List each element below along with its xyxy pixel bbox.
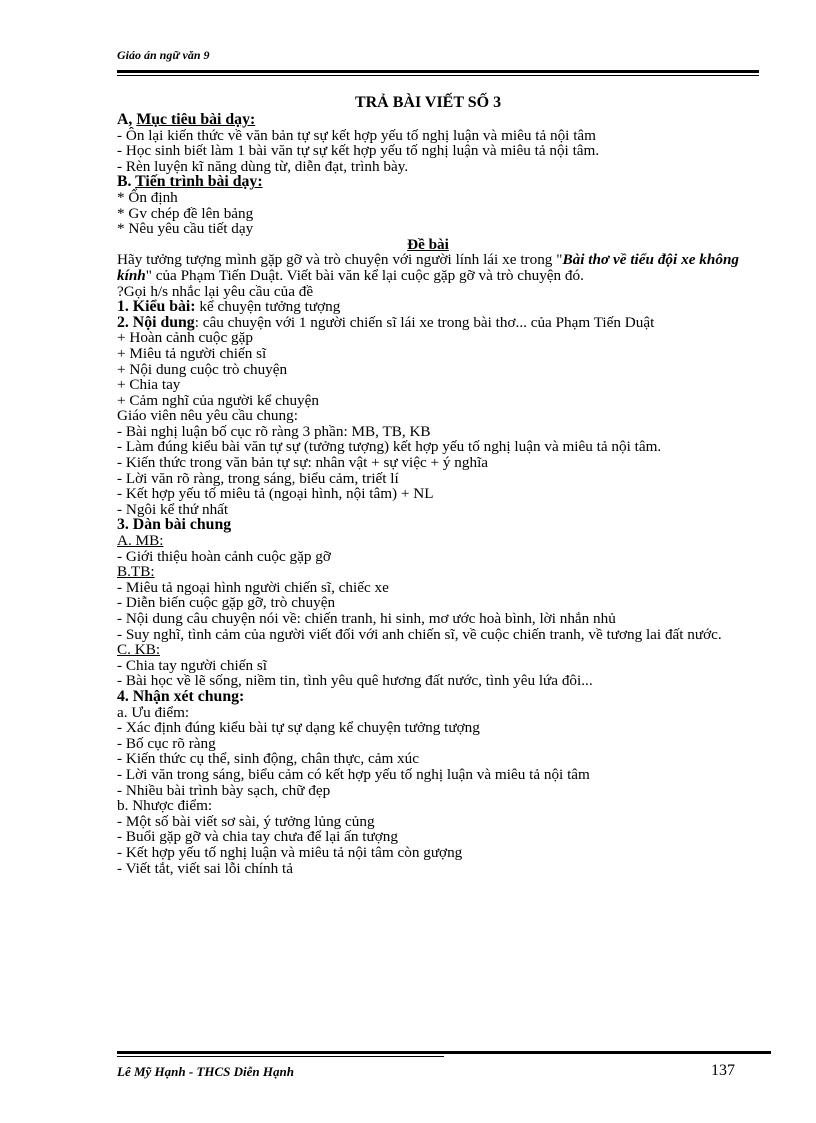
- section-b-heading: [117, 174, 739, 190]
- uu-diem-label: a. Ưu điểm:: [117, 703, 190, 721]
- list-item: - Giới thiệu hoàn cảnh cuộc gặp gỡ: [117, 547, 331, 565]
- mb-label: A. MB:: [117, 532, 164, 550]
- list-item: + Chia tay: [117, 376, 181, 394]
- list-item: - Bố cục rõ ràng: [117, 734, 216, 752]
- footer-author: Lê Mỹ Hạnh - THCS Diễn Hạnh: [117, 1064, 294, 1079]
- list-item: - Học sinh biết làm 1 bài văn tự sự kết hợp yếu tố nghị luận và miêu tả nội tâm.: [117, 142, 600, 160]
- dan-bai-heading: 3. Dàn bài chung: [117, 516, 232, 534]
- list-item: - Lời văn rõ ràng, trong sáng, biểu cảm, triết lí: [117, 469, 399, 487]
- section-a-heading: [117, 112, 739, 128]
- list-item: - Một số bài viết sơ sài, ý tưởng lủng củng: [117, 812, 375, 830]
- list-item: + Miêu tả người chiến sĩ: [117, 344, 267, 362]
- header-rule-thick: [117, 70, 759, 73]
- document-body: [117, 94, 743, 877]
- yeu-cau-heading: Giáo viên nêu yêu cầu chung:: [117, 407, 298, 425]
- list-item: - Kiến thức cụ thể, sinh động, chân thực, cảm xúc: [117, 750, 419, 768]
- list-item: - Diễn biến cuộc gặp gỡ, trò chuyện: [117, 594, 336, 612]
- nhuoc-diem-label: b. Nhược điểm:: [117, 797, 213, 815]
- prompt-part-2: " của Phạm Tiến Duật. Viết bài văn kể lại cuộc gặp gỡ và trò chuyện đó.: [145, 266, 584, 284]
- nhan-xet-heading: 4. Nhận xét chung:: [117, 687, 245, 705]
- list-item: - Suy nghĩ, tình cảm của người viết đối với anh chiến sĩ, về cuộc chiến tranh, về tương lai đất nước.: [117, 625, 722, 643]
- footer-rule-thin: [117, 1056, 444, 1057]
- page-title: TRẢ BÀI VIẾT SỐ 3: [354, 94, 502, 111]
- list-item: - Rèn luyện kĩ năng dùng từ, diễn đạt, trình bày.: [117, 157, 409, 175]
- header-rule-thin: [117, 75, 759, 76]
- list-item: * Nêu yêu cầu tiết dạy: [117, 220, 254, 238]
- noi-dung-text: : câu chuyện với 1 người chiến sĩ lái xe trong bài thơ... của Phạm Tiến Duật: [194, 313, 655, 331]
- recall-question: ?Gọi h/s nhắc lại yêu cầu của đề: [117, 282, 314, 300]
- list-item: * Ổn định: [117, 188, 178, 206]
- essay-prompt: [117, 251, 743, 284]
- list-item: - Bài nghị luận bố cục rõ ràng 3 phần: MB, TB, KB: [117, 422, 431, 440]
- list-item: - Nhiều bài trình bày sạch, chữ đẹp: [117, 781, 331, 799]
- list-item: - Nội dung câu chuyện nói về: chiến tranh, hi sinh, mơ ước hoà bình, lời nhắn nhủ: [117, 610, 616, 627]
- list-item: + Nội dung cuộc trò chuyện: [117, 360, 288, 378]
- list-item: - Miêu tả ngoại hình người chiến sĩ, chiếc xe: [117, 578, 389, 596]
- list-item: + Hoàn cảnh cuộc gặp: [117, 329, 253, 347]
- section-a-prefix: A,: [117, 111, 137, 128]
- list-item: - Bài học về lẽ sống, niềm tin, tình yêu quê hương đất nước, tình yêu lứa đôi...: [117, 672, 593, 690]
- list-item: - Ngôi kể thứ nhất: [117, 500, 229, 518]
- list-item: - Chia tay người chiến sĩ: [117, 656, 267, 674]
- list-item: + Cảm nghĩ của người kể chuyện: [117, 391, 319, 409]
- list-item: - Kết hợp yếu tố nghị luận và miêu tả nội tâm còn gượng: [117, 843, 463, 861]
- list-item: - Xác định đúng kiểu bài tự sự dạng kể chuyện tưởng tượng: [117, 719, 480, 737]
- header-title: Giáo án ngữ văn 9: [117, 48, 210, 62]
- kb-label: C. KB:: [117, 641, 161, 659]
- list-item: - Làm đúng kiểu bài văn tự sự (tưởng tượng) kết hợp yếu tố nghị luận và miêu tả nội tâm.: [117, 438, 662, 456]
- list-item: - Lời văn trong sáng, biểu cảm có kết hợp yếu tố nghị luận và miêu tả nội tâm: [117, 765, 590, 783]
- section-b-prefix: B.: [117, 173, 136, 191]
- kieu-bai-label: 1. Kiểu bài:: [117, 298, 196, 316]
- list-item: * Gv chép đề lên bảng: [117, 204, 254, 222]
- noi-dung-label: 2. Nội dung: [117, 313, 195, 331]
- list-item: - Kiến thức trong văn bản tự sự: nhân vật + sự việc + ý nghĩa: [117, 454, 489, 472]
- kieu-bai-text: kể chuyện tưởng tượng: [195, 298, 341, 316]
- list-item: - Ôn lại kiến thức về văn bản tự sự kết hợp yếu tố nghị luận và miêu tả nội tâm: [117, 126, 596, 144]
- section-a-label: Mục tiêu bài dạy:: [136, 111, 256, 128]
- kieu-bai: [117, 299, 739, 315]
- page-number: 137: [711, 1062, 735, 1079]
- tb-label: B.TB:: [117, 563, 155, 581]
- section-b-label: Tiến trình bài dạy:: [135, 173, 263, 191]
- list-item: - Buổi gặp gỡ và chia tay chưa để lại ấn tượng: [117, 828, 398, 846]
- noi-dung: [117, 315, 739, 331]
- prompt-part-1: Hãy tưởng tượng mình gặp gỡ và trò chuyện với người lính lái xe trong ": [117, 251, 563, 269]
- list-item: - Viết tắt, viết sai lỗi chính tả: [117, 859, 293, 877]
- list-item: - Kết hợp yếu tố miêu tả (ngoại hình, nội tâm) + NL: [117, 485, 434, 503]
- poem-title: Bài thơ về tiểu đội xe không kính: [117, 251, 743, 284]
- footer-rule-thick: [117, 1051, 771, 1054]
- de-bai-heading: Đề bài: [407, 235, 449, 253]
